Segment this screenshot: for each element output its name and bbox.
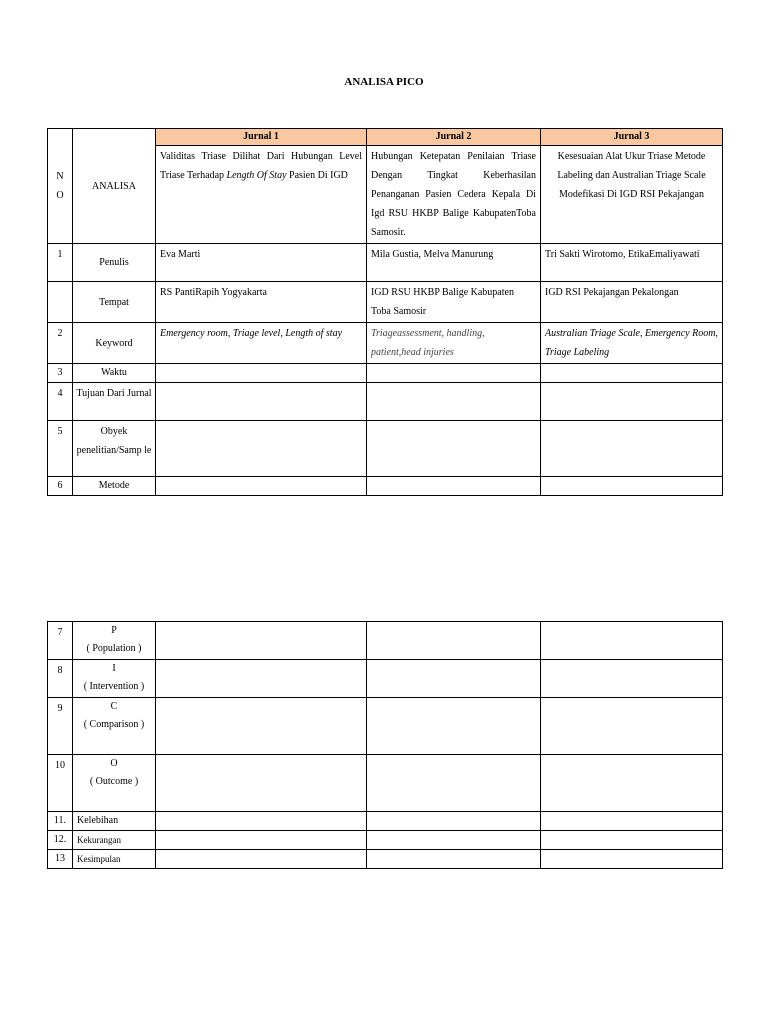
table-row	[48, 477, 723, 496]
row-j1	[156, 364, 367, 383]
row-label: Tujuan Dari Jurnal	[73, 383, 156, 421]
row-no: 11.	[48, 812, 73, 831]
row-j3	[541, 364, 723, 383]
row-j1: RS PantiRapih Yogyakarta	[156, 282, 367, 323]
row-j1	[156, 622, 367, 660]
pico-table-bottom	[47, 621, 723, 869]
row-no: 3	[48, 364, 73, 383]
row-j3	[541, 831, 723, 850]
jurnal-1-title-b: Length Of Stay	[226, 170, 287, 181]
jurnal-1-header: Jurnal 1	[156, 129, 367, 146]
row-j2	[367, 421, 541, 477]
table-row	[48, 812, 723, 831]
page-title: ANALISA PICO	[344, 76, 424, 88]
row-no: 9	[48, 698, 73, 755]
row-j2	[367, 698, 541, 755]
row-j3	[541, 850, 723, 869]
row-j1: Emergency room, Triage level, Length of stay	[156, 323, 367, 364]
row-label-letter: O	[110, 758, 118, 769]
no-header-text: N O	[56, 171, 64, 201]
table-row	[48, 383, 723, 421]
row-j1: Eva Marti	[156, 244, 367, 282]
table-row	[48, 698, 723, 755]
row-label-letter: C	[110, 701, 118, 712]
row-j1	[156, 831, 367, 850]
row-label	[73, 622, 156, 660]
row-j3	[541, 755, 723, 812]
row-j1	[156, 755, 367, 812]
analisa-header: ANALISA	[73, 129, 156, 244]
row-no: 1	[48, 244, 73, 282]
table-row	[48, 831, 723, 850]
table-row	[48, 282, 723, 323]
row-j2	[367, 660, 541, 698]
jurnal-1-title-c: Pasien Di IGD	[286, 170, 348, 181]
row-label: Kelebihan	[73, 812, 156, 831]
row-j3	[541, 421, 723, 477]
header-row	[48, 129, 723, 146]
row-label: Metode	[73, 477, 156, 496]
row-label: Kesimpulan	[73, 850, 156, 869]
row-label: Waktu	[73, 364, 156, 383]
row-j3	[541, 698, 723, 755]
row-no: 6	[48, 477, 73, 496]
row-label-desc: ( Intervention )	[83, 681, 145, 692]
row-j3: Australian Triage Scale, Emergency Room, Triage Labeling	[541, 323, 723, 364]
row-no: 10	[48, 755, 73, 812]
table-row	[48, 364, 723, 383]
row-j1	[156, 383, 367, 421]
row-no: 13	[48, 850, 73, 869]
row-j3	[541, 383, 723, 421]
jurnal-3-header: Jurnal 3	[541, 129, 723, 146]
table-row	[48, 421, 723, 477]
row-label-letter: P	[111, 625, 117, 636]
row-j3	[541, 812, 723, 831]
row-j3: IGD RSI Pekajangan Pekalongan	[541, 282, 723, 323]
table-row	[48, 850, 723, 869]
row-label-desc: ( Population )	[86, 643, 142, 654]
row-j2	[367, 477, 541, 496]
table-row	[48, 755, 723, 812]
row-j1	[156, 850, 367, 869]
row-j2: Mila Gustia, Melva Manurung	[367, 244, 541, 282]
row-j1	[156, 477, 367, 496]
row-j2	[367, 364, 541, 383]
row-label: Obyek penelitian/Samp le	[73, 421, 156, 477]
jurnal-3-title: Kesesuaian Alat Ukur Triase Metode Labeling dan Australian Triage Scale Modefikasi Di IGD RSI Pekajangan	[541, 146, 723, 244]
row-no: 2	[48, 323, 73, 364]
row-no: 12.	[48, 831, 73, 850]
no-header	[48, 129, 73, 244]
table-row	[48, 622, 723, 660]
row-no: 4	[48, 383, 73, 421]
row-j2	[367, 850, 541, 869]
row-j2	[367, 831, 541, 850]
row-j2	[367, 622, 541, 660]
jurnal-1-title-a: Validitas Triase Dilihat Dari Hubungan Level Triase Terhadap	[160, 151, 362, 181]
row-j1	[156, 812, 367, 831]
row-j3	[541, 622, 723, 660]
row-j3: Tri Sakti Wirotomo, EtikaEmaliyawati	[541, 244, 723, 282]
row-label: Kekurangan	[73, 831, 156, 850]
row-j3	[541, 660, 723, 698]
row-j3	[541, 477, 723, 496]
row-j1	[156, 698, 367, 755]
row-label: Tempat	[73, 282, 156, 323]
table-row	[48, 244, 723, 282]
row-label	[73, 755, 156, 812]
row-label-desc: ( Outcome )	[89, 776, 139, 787]
table-row	[48, 660, 723, 698]
pico-table-top	[47, 128, 723, 496]
table-row	[48, 323, 723, 364]
row-no	[48, 282, 73, 323]
row-label	[73, 660, 156, 698]
row-label-desc: ( Comparison )	[83, 719, 145, 730]
row-label: Penulis	[73, 244, 156, 282]
jurnal-2-title: Hubungan Ketepatan Penilaian Triase Dengan Tingkat Keberhasilan Penanganan Pasien Cedera Kepala Di Igd RSU HKBP Balige KabupatenToba Samosir.	[367, 146, 541, 244]
row-label-letter: I	[112, 663, 116, 674]
row-label	[73, 698, 156, 755]
row-label: Keyword	[73, 323, 156, 364]
row-no: 7	[48, 622, 73, 660]
row-j2: Triageassessment, handling, patient,head injuries	[367, 323, 541, 364]
row-j1	[156, 660, 367, 698]
jurnal-1-title	[156, 146, 367, 244]
row-j2	[367, 383, 541, 421]
jurnal-2-header: Jurnal 2	[367, 129, 541, 146]
row-no: 5	[48, 421, 73, 477]
row-j2	[367, 812, 541, 831]
row-j2	[367, 755, 541, 812]
row-j1	[156, 421, 367, 477]
row-j2: IGD RSU HKBP Balige Kabupaten Toba Samosir	[367, 282, 541, 323]
row-no: 8	[48, 660, 73, 698]
